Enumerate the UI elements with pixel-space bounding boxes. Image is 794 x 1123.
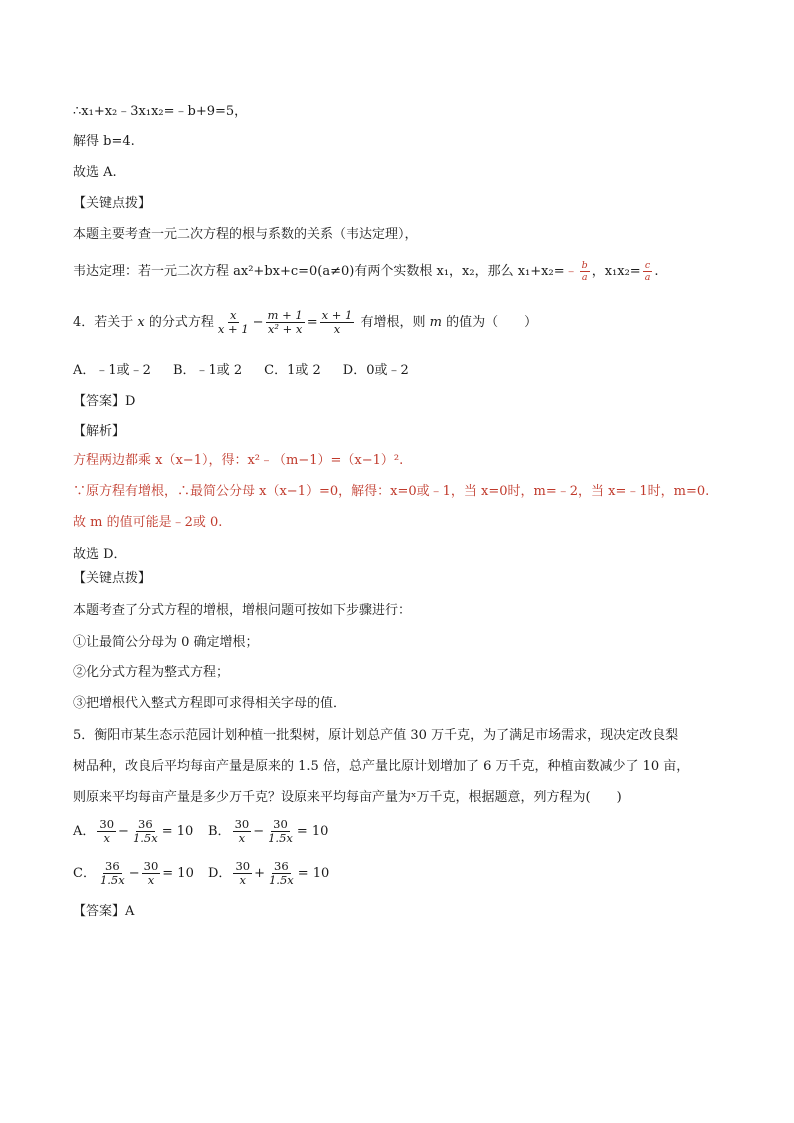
- option-d: D．0或﹣2: [342, 363, 409, 378]
- fraction: $\frac{30}{x}$: [99, 817, 115, 845]
- q5-option-row: [73, 857, 329, 891]
- operator: =: [306, 315, 318, 330]
- text-line: ②化分式方程为整式方程；: [73, 665, 230, 680]
- fraction: $\frac{36}{1.5x}$: [99, 859, 125, 887]
- section-heading: 【关键点拨】: [73, 196, 152, 211]
- text-line: ③把增根代入整式方程即可求得相关字母的值．: [73, 696, 347, 711]
- vieta-end: .: [654, 264, 659, 279]
- q4-var: m: [429, 315, 442, 330]
- q4-var: x: [137, 315, 145, 330]
- option-a: A．﹣1或﹣2: [73, 363, 151, 378]
- q4-mid: 的分式方程: [144, 315, 214, 330]
- vieta-minus: ﹣: [564, 264, 578, 279]
- fraction: $\frac{c}{a}$: [644, 260, 651, 283]
- question-4: [73, 306, 537, 340]
- fraction: $\frac{x + 1}{x}$: [321, 308, 353, 336]
- operator: −: [252, 315, 264, 330]
- text-line: 本题主要考查一元二次方程的根与系数的关系（韦达定理），: [73, 227, 418, 242]
- fraction: $\frac{30}{1.5x}$: [268, 817, 293, 845]
- text-line: 本题考查了分式方程的增根，增根问题可按如下步骤进行：: [73, 603, 412, 618]
- q4-end: 的值为（ ）: [441, 315, 538, 330]
- section-heading: 【关键点拨】: [73, 571, 152, 586]
- answer: 【答案】A: [73, 904, 135, 919]
- vieta-pre: 韦达定理：若一元二次方程 ax²+bx+c=0(a≠0)有两个实数根 x₁，x₂，那么 x₁+x₂=: [73, 264, 565, 279]
- fraction: $\frac{m + 1}{\text{x² + x}}$: [267, 308, 303, 336]
- q5-option-row: [73, 815, 328, 849]
- solution-line: 故 m 的值可能是﹣2或 0.: [73, 515, 223, 530]
- text-line: ①让最简公分母为 0 确定增根；: [73, 635, 259, 650]
- solution-line: 方程两边都乘 x（x−1），得：x²﹣（m−1）=（x−1）².: [73, 453, 404, 468]
- option-c: C． $\frac{36}{1.5x}$ − $\frac{30}{x}$ = 10: [73, 859, 194, 887]
- question-5-line: 则原来平均每亩产量是多少万千克？设原来平均每亩产量为ˣ万千克，根据题意，列方程为( ): [73, 790, 622, 805]
- text-line: 故选 A.: [73, 165, 117, 180]
- fraction: $\frac{36}{1.5x}$: [132, 817, 158, 845]
- fraction: $\frac{30}{x}$: [234, 817, 250, 845]
- text-line: 故选 D．: [73, 547, 127, 562]
- text-line: 解得 b=4.: [73, 134, 135, 149]
- question-5-line: 5．衡阳市某生态示范园计划种植一批梨树，原计划总产值 30 万千克，为了满足市场需求，现决定改良梨: [73, 728, 679, 743]
- option-a: A． $\frac{30}{x}$ − $\frac{36}{1.5x}$ = 10: [73, 817, 194, 845]
- fraction: $\frac{b}{a}$: [581, 260, 588, 283]
- option-d: D． $\frac{30}{x}$ + $\frac{36}{1.5x}$ = 10: [208, 859, 330, 887]
- q4-options: [73, 362, 431, 380]
- analysis-heading: 【解析】: [73, 424, 126, 439]
- question-5-line: 树品种，改良后平均每亩产量是原来的 1.5 倍，总产量比原计划增加了 6 万千克，种植亩数减少了 10 亩，: [73, 759, 690, 774]
- option-c: C．1或 2: [264, 363, 321, 378]
- vieta-mid: ，x₁x₂=: [591, 264, 641, 279]
- fraction: $\frac{30}{x}$: [235, 859, 251, 887]
- fraction: $\frac{36}{1.5x}$: [268, 859, 294, 887]
- text-line: ∴x₁+x₂﹣3x₁x₂=﹣b+9=5，: [73, 104, 248, 119]
- option-b: B．﹣1或 2: [172, 363, 243, 378]
- option-b: B． $\frac{30}{x}$ − $\frac{30}{1.5x}$ = 10: [208, 817, 329, 845]
- q4-post: 有增根，则: [356, 315, 430, 330]
- vieta-line: [73, 258, 659, 286]
- fraction: $\frac{30}{x}$: [143, 859, 159, 887]
- answer: 【答案】D: [73, 394, 136, 409]
- fraction: $\frac{x}{x + 1}$: [217, 308, 249, 336]
- q4-pre: 4．若关于: [73, 315, 138, 330]
- solution-line: ∵原方程有增根，∴最简公分母 x（x−1）=0，解得：x=0或﹣1，当 x=0时，m=﹣2，当 x=﹣1时，m=0.: [73, 484, 710, 499]
